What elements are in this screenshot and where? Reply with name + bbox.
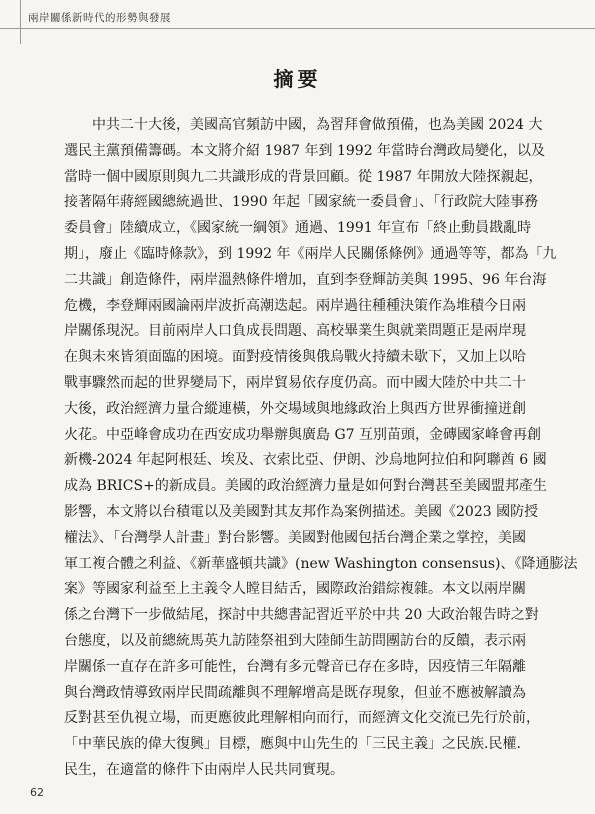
running-header: 兩岸關係新時代的形勢與發展: [28, 12, 171, 24]
abstract-line: 當時一個中國原則與九二共識形成的背景回顧。從 1987 年開放大陸探親起，: [64, 168, 543, 185]
abstract-line: 岸關係一直存在許多可能性，台灣有多元聲音已存在多時，因疫情三年隔離: [64, 658, 526, 675]
abstract-line: 中共二十大後，美國高官頻訪中國，為習拜會做預備，也為美國 2024 大: [64, 117, 543, 133]
abstract-line: 委員會」陸續成立，《國家統一綱領》通過、1991 年宣布「終止動員戡亂時: [64, 220, 532, 237]
abstract-line: 火花。中亞峰會成功在西安成功舉辦與廣島 G7 互別苗頭，金磚國家峰會再創: [64, 426, 541, 443]
abstract-line: 戰事驟然而起的世界變局下，兩岸貿易依存度仍高。而中國大陸於中共二十: [64, 374, 526, 391]
header-side-rule: [20, 0, 21, 44]
abstract-line: 危機，李登輝兩國論兩岸波折高潮迭起。兩岸過往種種決策作為堆積今日兩: [64, 297, 526, 314]
page-number: 62: [30, 786, 44, 799]
abstract-line: 接著隔年蔣經國總統過世、1990 年起「國家統一委員會」、「行政院大陸事務: [64, 194, 539, 211]
abstract-line: 新機-2024 年起阿根廷、埃及、衣索比亞、伊朗、沙烏地阿拉伯和阿聯酋 6 國: [64, 452, 547, 469]
abstract-line: 案》等國家利益至上主義令人瞠目結舌，國際政治錯綜複雜。本文以兩岸關: [64, 581, 526, 598]
abstract-line: 台態度，以及前總統馬英九訪陸祭祖到大陸師生訪問團訪台的反饋，表示兩: [64, 632, 526, 649]
abstract-line: 二共識」創造條件，兩岸溫熱條件增加，直到李登輝訪美與 1995、96 年台海: [64, 271, 547, 288]
abstract-line: 與台灣政情導致兩岸民間疏離與不理解增高是既存現象，但並不應被解讀為: [64, 684, 526, 701]
abstract-line: 在與未來皆須面臨的困境。面對疫情後與俄烏戰火持續未歇下，又加上以哈: [64, 349, 526, 366]
abstract-line: 成為 BRICS+的新成員。美國的政治經濟力量是如何對台灣甚至美國盟邦產生: [64, 478, 547, 495]
header-rule: [0, 28, 595, 29]
abstract-line: 選民主黨預備籌碼。本文將介紹 1987 年到 1992 年當時台灣政局變化，以及: [64, 142, 546, 159]
abstract-line: 影響，本文將以台積電以及美國對其友邦作為案例描述。美國《2023 國防授: [64, 503, 539, 520]
abstract-line: 反對甚至仇視立場，而更應彼此理解相向而行，而經濟文化交流已先行於前，: [64, 710, 540, 727]
abstract-line: 大後，政治經濟力量合縱連橫，外交場域與地緣政治上與西方世界衝撞迸創: [64, 400, 526, 417]
page-title: 摘要: [273, 67, 322, 91]
abstract-line: 軍工複合體之利益、《新華盛頓共識》(new Washington consensus)、《降通膨法: [64, 555, 578, 572]
abstract-line: 期」，廢止《臨時條款》，到 1992 年《兩岸人民關係條例》通過等等，都為「九: [64, 245, 557, 262]
abstract-line: 民生，在適當的條件下由兩岸人民共同實現。: [64, 761, 344, 778]
abstract-body: [64, 113, 580, 784]
abstract-line: 「中華民族的偉大復興」目標，應與中山先生的「三民主義」之民族.民權.: [64, 736, 521, 753]
abstract-line: 岸關係現況。目前兩岸人口負成長問題、高校畢業生與就業問題正是兩岸現: [64, 323, 526, 340]
abstract-line: 權法》、「台灣學人計畫」對台影響。美國對他國包括台灣企業之掌控，美國: [64, 529, 526, 546]
abstract-line: 係之台灣下一步做結尾，探討中共總書記習近平於中共 20 大政治報告時之對: [64, 607, 539, 624]
